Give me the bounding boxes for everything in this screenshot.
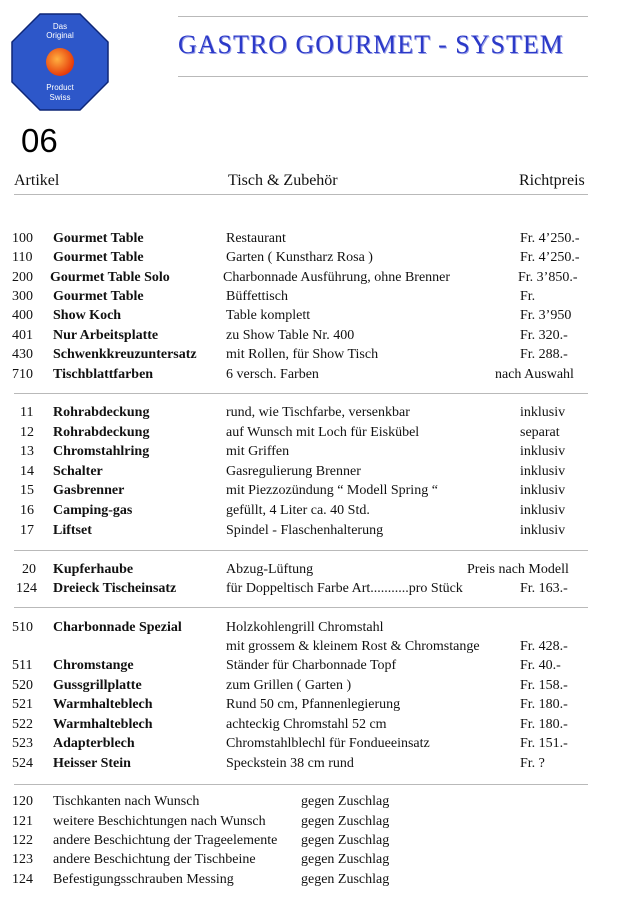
item-price: inklusiv [520, 523, 566, 538]
list-item [0, 560, 620, 579]
item-price: gegen Zuschlag [301, 872, 390, 887]
item-description: Garten ( Kunstharz Rosa ) [226, 250, 373, 265]
page-title: GASTRO GOURMET - SYSTEM [178, 30, 564, 59]
item-price: Preis nach Modell [467, 562, 569, 577]
header-divider [14, 194, 588, 195]
item-name: Rohrabdeckung [53, 425, 150, 440]
list-item [0, 306, 620, 325]
item-price: Fr. 4’250.- [520, 231, 580, 246]
item-name: Gourmet Table [53, 289, 144, 304]
logo-text-line4: Swiss [49, 93, 71, 102]
item-number: 121 [12, 814, 33, 829]
item-name: Adapterblech [53, 736, 135, 751]
item-number: 13 [20, 444, 34, 459]
item-name: Dreieck Tischeinsatz [53, 581, 177, 596]
list-item [0, 695, 620, 714]
item-description: andere Beschichtung der Trageelemente [53, 833, 278, 848]
list-item [0, 870, 620, 889]
section-divider [14, 607, 588, 608]
list-item [0, 423, 620, 442]
list-item [0, 831, 620, 850]
item-number: 511 [12, 658, 33, 673]
item-name: Nur Arbeitsplatte [53, 328, 159, 343]
item-description: auf Wunsch mit Loch für Eiskübel [226, 425, 420, 440]
section-divider [14, 784, 588, 785]
item-description: Rund 50 cm, Pfannenlegierung [226, 697, 401, 712]
item-number: 124 [12, 872, 33, 887]
item-description: 6 versch. Farben [226, 367, 319, 382]
list-item [0, 481, 620, 500]
item-number: 430 [12, 347, 33, 362]
item-description: Charbonnade Ausführung, ohne Brenner [223, 270, 451, 285]
item-price: gegen Zuschlag [301, 833, 390, 848]
item-price: Fr. 180.- [520, 717, 568, 732]
item-number: 16 [20, 503, 34, 518]
item-number: 523 [12, 736, 33, 751]
item-name: Warmhalteblech [53, 717, 153, 732]
item-name: Schalter [53, 464, 103, 479]
item-name: Rohrabdeckung [53, 405, 150, 420]
item-number: 200 [12, 270, 33, 285]
item-name: Chromstahlring [53, 444, 150, 459]
item-description: mit Piezzozündung “ Modell Spring “ [226, 483, 438, 498]
header-top-rule [178, 16, 588, 17]
item-price: gegen Zuschlag [301, 794, 390, 809]
list-item [0, 442, 620, 461]
item-price: inklusiv [520, 483, 566, 498]
item-number: 20 [22, 562, 36, 577]
item-description: rund, wie Tischfarbe, versenkbar [226, 405, 410, 420]
list-item [0, 754, 620, 773]
item-name: Charbonnade Spezial [53, 620, 182, 635]
item-description: Büffettisch [226, 289, 288, 304]
logo-sun [46, 48, 74, 76]
list-item [0, 462, 620, 481]
item-name: Schwenkkreuzuntersatz [53, 347, 197, 362]
section-divider [14, 550, 588, 551]
section-divider [14, 393, 588, 394]
item-description: Holzkohlengrill Chromstahl [226, 620, 384, 635]
header-bottom-rule [178, 76, 588, 77]
list-item [0, 345, 620, 364]
item-number: 300 [12, 289, 33, 304]
item-price: Fr. [520, 289, 536, 304]
item-name: Gussgrillplatte [53, 678, 142, 693]
item-price: Fr. 428.- [520, 639, 568, 654]
item-price: gegen Zuschlag [301, 814, 390, 829]
list-item [0, 734, 620, 753]
column-header-price: Richtpreis [519, 172, 585, 189]
item-name: Kupferhaube [53, 562, 134, 577]
list-item [0, 326, 620, 345]
list-item [0, 637, 620, 656]
list-item [0, 521, 620, 540]
item-price: gegen Zuschlag [301, 852, 390, 867]
item-number: 400 [12, 308, 33, 323]
logo-text-line2: Original [46, 31, 74, 40]
list-item [0, 365, 620, 384]
list-item [0, 501, 620, 520]
item-price: inklusiv [520, 464, 566, 479]
item-price: Fr. 163.- [520, 581, 568, 596]
item-number: 11 [20, 405, 34, 420]
item-description: andere Beschichtung der Tischbeine [53, 852, 256, 867]
item-description: Speckstein 38 cm rund [226, 756, 354, 771]
logo-text-line3: Product [46, 83, 74, 92]
page-number: 06 [21, 122, 58, 159]
column-header-article: Artikel [14, 172, 60, 189]
item-description: Chromstahlblechl für Fondueeinsatz [226, 736, 430, 751]
item-name: Tischblattfarben [53, 367, 154, 382]
item-number: 524 [12, 756, 33, 771]
item-price: Fr. 40.- [520, 658, 561, 673]
item-name: Chromstange [53, 658, 134, 673]
item-description: gefüllt, 4 Liter ca. 40 Std. [226, 503, 370, 518]
item-description: Ständer für Charbonnade Topf [226, 658, 397, 673]
item-price: Fr. 320.- [520, 328, 568, 343]
item-number: 521 [12, 697, 33, 712]
item-description: mit Rollen, für Show Tisch [226, 347, 379, 362]
item-price: nach Auswahl [495, 367, 574, 382]
list-item [0, 792, 620, 811]
item-price: Fr. ? [520, 756, 545, 771]
list-item [0, 850, 620, 869]
item-number: 710 [12, 367, 33, 382]
list-item [0, 656, 620, 675]
list-item [0, 229, 620, 248]
item-name: Gourmet Table [53, 231, 144, 246]
item-price: Fr. 180.- [520, 697, 568, 712]
item-number: 122 [12, 833, 33, 848]
item-description: Gasregulierung Brenner [226, 464, 361, 479]
item-description: weitere Beschichtungen nach Wunsch [53, 814, 266, 829]
item-name: Gasbrenner [53, 483, 125, 498]
list-item [0, 812, 620, 831]
list-item [0, 715, 620, 734]
list-item [0, 579, 620, 598]
item-description: mit grossem & kleinem Rost & Chromstange [226, 639, 480, 654]
item-description: mit Griffen [226, 444, 290, 459]
logo-text-line1: Das [52, 22, 68, 31]
item-number: 520 [12, 678, 33, 693]
item-description: Befestigungsschrauben Messing [53, 872, 234, 887]
item-price: separat [520, 425, 560, 440]
item-number: 124 [16, 581, 37, 596]
item-description: Spindel - Flaschenhalterung [226, 523, 384, 538]
list-item [0, 403, 620, 422]
item-name: Gourmet Table Solo [50, 270, 170, 285]
item-name: Heisser Stein [53, 756, 131, 771]
item-number: 522 [12, 717, 33, 732]
item-price: inklusiv [520, 503, 566, 518]
item-price: Fr. 151.- [520, 736, 568, 751]
item-number: 12 [20, 425, 34, 440]
item-description: zum Grillen ( Garten ) [226, 678, 352, 693]
item-number: 100 [12, 231, 33, 246]
item-price: Fr. 4’250.- [520, 250, 580, 265]
item-number: 401 [12, 328, 33, 343]
item-number: 15 [20, 483, 34, 498]
item-description: Table komplett [226, 308, 311, 323]
list-item [0, 248, 620, 267]
item-name: Camping-gas [53, 503, 133, 518]
item-price: inklusiv [520, 405, 566, 420]
item-price: Fr. 3’850.- [518, 270, 578, 285]
item-name: Liftset [53, 523, 92, 538]
item-description: achteckig Chromstahl 52 cm [226, 717, 387, 732]
list-item [0, 676, 620, 695]
column-header-category: Tisch & Zubehör [228, 172, 338, 189]
item-number: 123 [12, 852, 33, 867]
item-price: Fr. 158.- [520, 678, 568, 693]
item-name: Gourmet Table [53, 250, 144, 265]
item-number: 120 [12, 794, 33, 809]
item-description: für Doppeltisch Farbe Art...........pro Stück [226, 581, 463, 596]
list-item [0, 268, 620, 287]
list-item [0, 287, 620, 306]
item-name: Show Koch [53, 308, 122, 323]
item-description: Restaurant [226, 231, 286, 246]
item-number: 110 [12, 250, 33, 265]
list-item [0, 618, 620, 637]
item-price: Fr. 3’950 [520, 308, 572, 323]
item-description: Tischkanten nach Wunsch [53, 794, 200, 809]
item-price: inklusiv [520, 444, 566, 459]
item-number: 17 [20, 523, 34, 538]
item-description: Abzug-Lüftung [226, 562, 314, 577]
item-description: zu Show Table Nr. 400 [226, 328, 355, 343]
item-number: 510 [12, 620, 33, 635]
item-price: Fr. 288.- [520, 347, 568, 362]
item-number: 14 [20, 464, 34, 479]
item-name: Warmhalteblech [53, 697, 153, 712]
